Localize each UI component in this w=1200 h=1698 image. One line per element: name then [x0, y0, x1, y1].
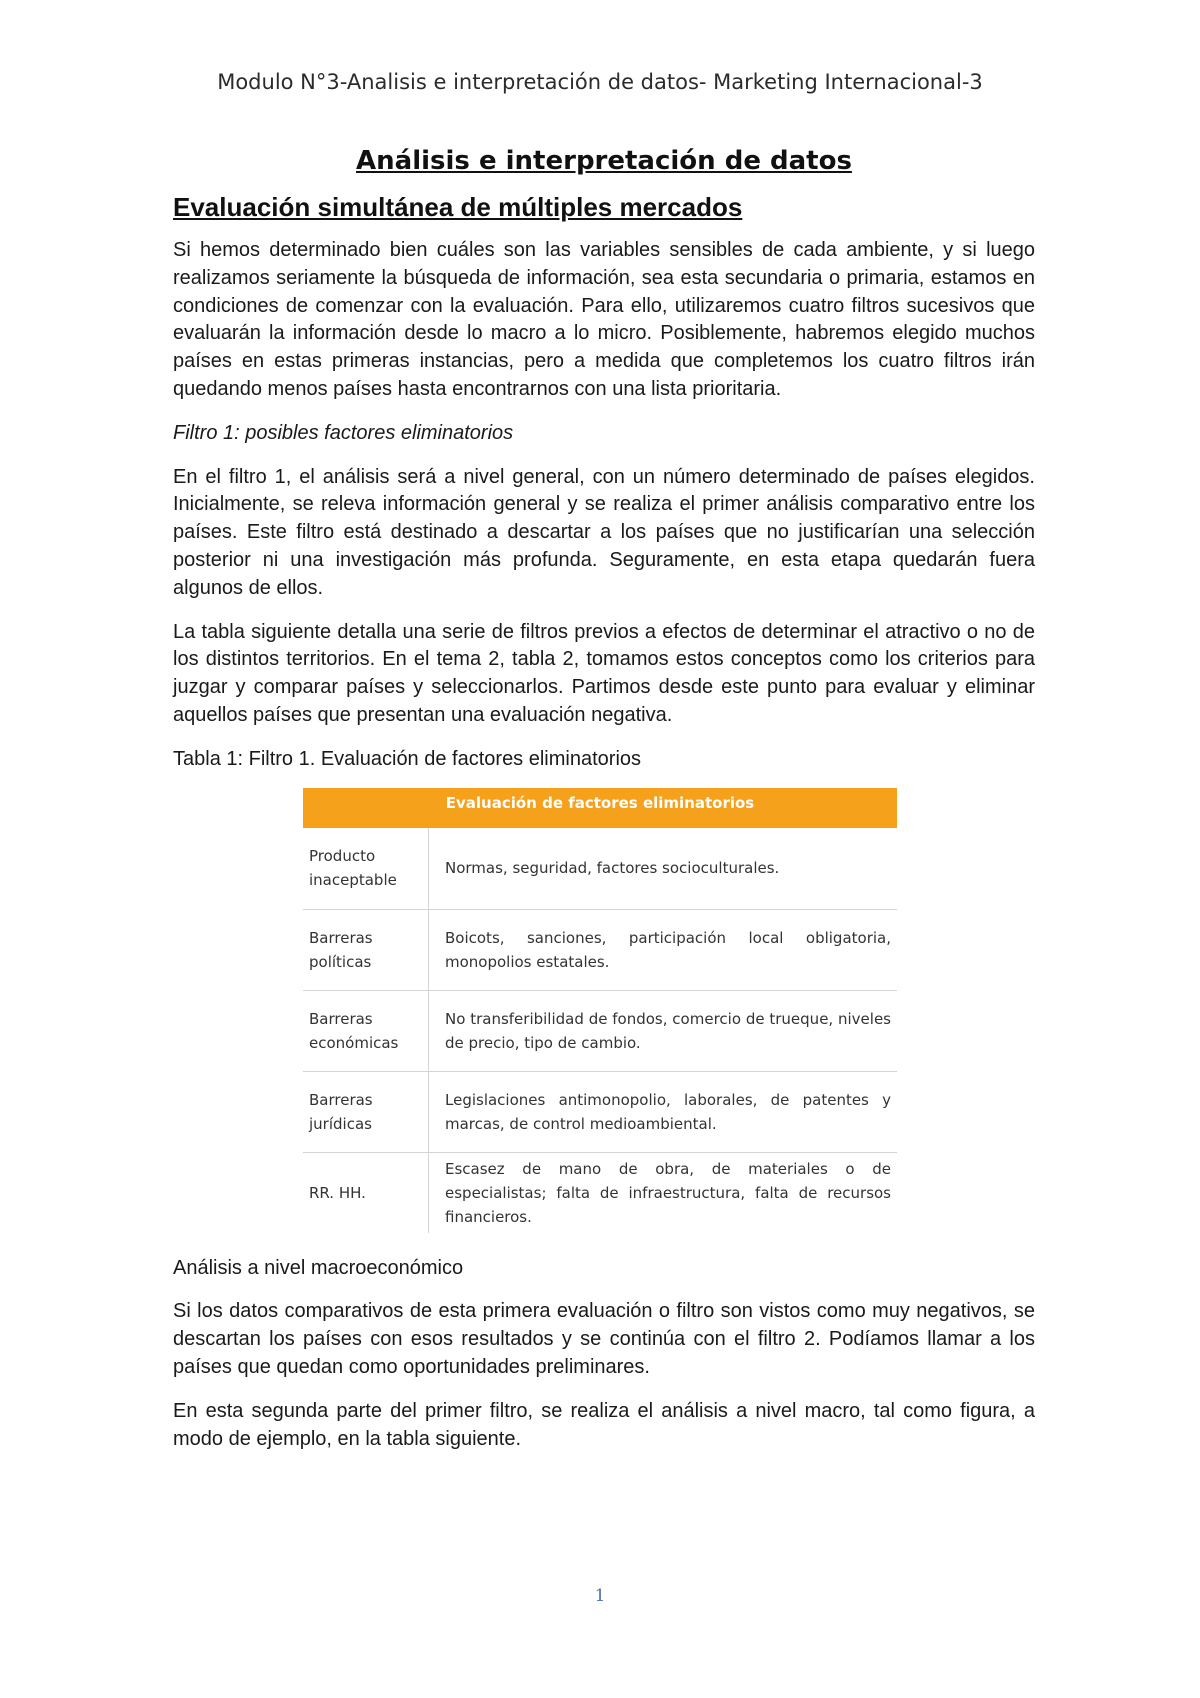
document-title: Análisis e interpretación de datos	[356, 146, 852, 176]
row-description: No transferibilidad de fondos, comercio de trueque, niveles de precio, tipo de cambio.	[445, 1009, 891, 1052]
row-description: Escasez de mano de obra, de materiales o de especialistas; falta de infraestructura, falta de recursos financieros.	[445, 1159, 891, 1226]
row-description: Legislaciones antimonopolio, laborales, de patentes y marcas, de control medioambiental.	[445, 1090, 891, 1133]
table-row	[303, 1153, 897, 1233]
paragraph-macro-detail: En esta segunda parte del primer filtro, se realiza el análisis a nivel macro, tal como figura, a modo de ejemplo, en la tabla siguiente.	[173, 1399, 1035, 1450]
page-header: Modulo N°3-Analisis e interpretación de datos- Marketing Internacional-3	[217, 70, 983, 94]
row-label: Barreras políticas	[303, 910, 429, 990]
table-row	[303, 991, 897, 1072]
paragraph-macro: Si los datos comparativos de esta primera evaluación o filtro son vistos como muy negativos, se descartan los países con esos resultados y se continúa con el filtro 2. Podíamos llamar a los países que quedan como oportunidades preliminares.	[173, 1300, 1035, 1378]
document-body	[173, 146, 1035, 1469]
paragraph-table-intro: La tabla siguiente detalla una serie de filtros previos a efectos de determinar el atractivo o no de los distintos territorios. En el tema 2, tabla 2, tomamos estos conceptos como los criterios para juzgar y comparar países y seleccionarlos. Partimos desde este punto para evaluar y eliminar aquellos países que presentan una evaluación negativa.	[173, 620, 1035, 726]
section-title: Evaluación simultánea de múltiples mercados	[173, 192, 743, 222]
eliminatory-factors-table	[303, 788, 897, 1233]
row-description: Normas, seguridad, factores socioculturales.	[445, 859, 780, 878]
row-label: Barreras jurídicas	[303, 1072, 429, 1152]
paragraph-filter1: En el filtro 1, el análisis será a nivel general, con un número determinado de países elegidos. Inicialmente, se releva información general y se realiza el primer análisis comparativo entre los países. Este filtro está destinado a descartar a los países que no justificarían una selección posterior ni una investigación más profunda. Seguramente, en esta etapa quedarán fuera algunos de ellos.	[173, 465, 1035, 599]
row-description: Boicots, sanciones, participación local obligatoria, monopolios estatales.	[445, 928, 891, 971]
macro-heading: Análisis a nivel macroeconómico	[173, 1256, 464, 1279]
table-caption: Tabla 1: Filtro 1. Evaluación de factores eliminatorios	[173, 747, 642, 770]
row-label: Producto inaceptable	[303, 828, 429, 909]
table-header: Evaluación de factores eliminatorios	[303, 788, 897, 828]
table-row	[303, 828, 897, 910]
table-row	[303, 910, 897, 991]
table-row	[303, 1072, 897, 1153]
page-number: 1	[594, 1586, 606, 1606]
paragraph-intro: Si hemos determinado bien cuáles son las variables sensibles de cada ambiente, y si luego realizamos seriamente la búsqueda de información, sea esta secundaria o primaria, estamos en condiciones de comenzar con la evaluación. Para ello, utilizaremos cuatro filtros sucesivos que evaluarán la información desde lo macro a lo micro. Posiblemente, habremos elegido muchos países en estas primeras instancias, pero a medida que completemos los cuatro filtros irán quedando menos países hasta encontrarnos con una lista prioritaria.	[173, 239, 1035, 400]
row-label: RR. HH.	[303, 1153, 429, 1233]
row-label: Barreras económicas	[303, 991, 429, 1071]
filter1-heading: Filtro 1: posibles factores eliminatorios	[173, 421, 514, 444]
